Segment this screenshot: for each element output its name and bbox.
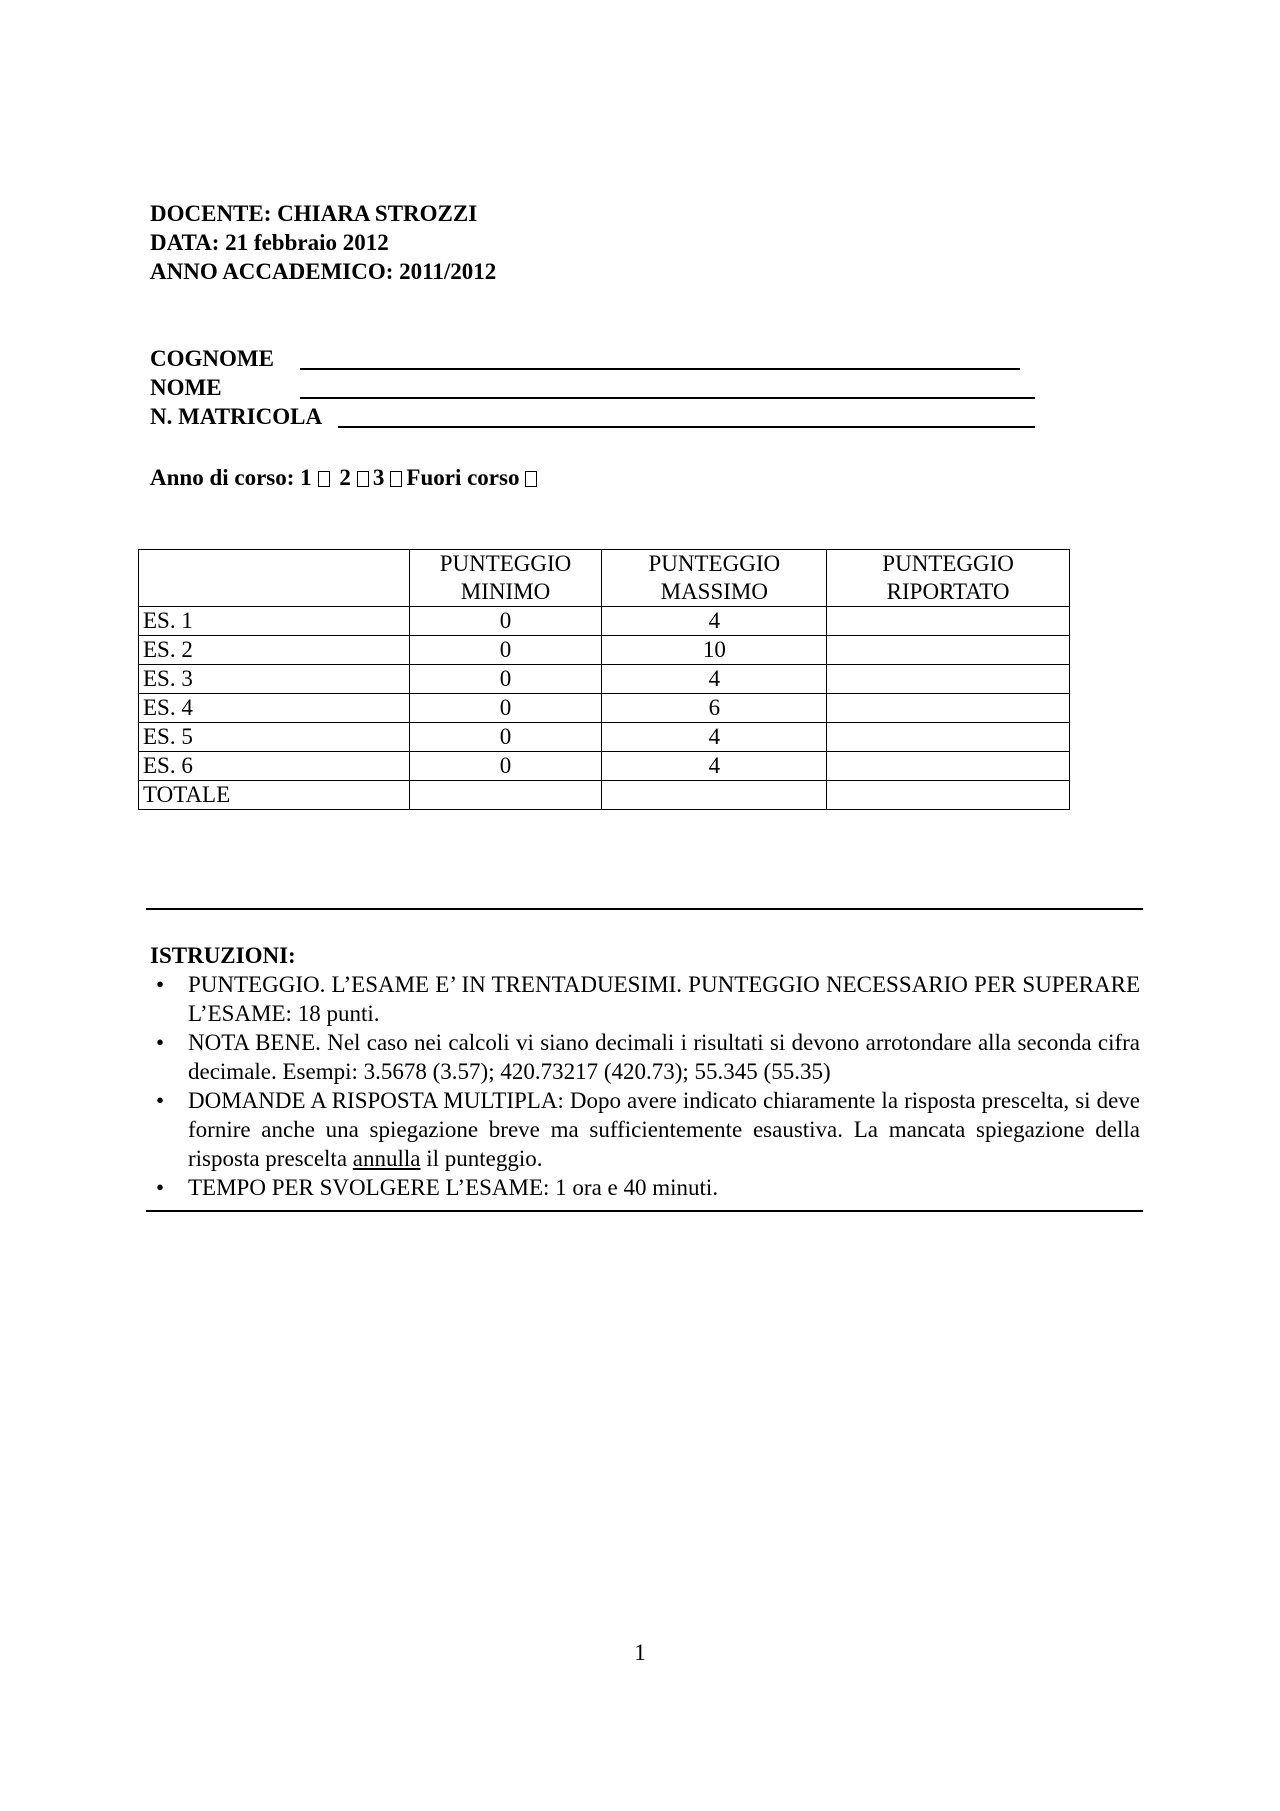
nome-label: NOME	[150, 375, 222, 400]
instruction-item: • DOMANDE A RISPOSTA MULTIPLA: Dopo avere indicato chiaramente la risposta prescelta, si deve fornire anche una spiegazione breve ma sufficientemente esaustiva. La mancata spiegazione della risposta prescelta annulla il punteggio.	[150, 1086, 1140, 1173]
bullet-icon: •	[155, 1088, 165, 1113]
bullet-icon: •	[155, 972, 165, 997]
divider-top	[146, 908, 1143, 910]
row-label: ES. 5	[139, 723, 410, 752]
nome-field[interactable]	[300, 397, 1035, 399]
min-score: 0	[409, 694, 602, 723]
row-label: ES. 3	[139, 665, 410, 694]
docente-line: DOCENTE: CHIARA STROZZI	[150, 201, 478, 226]
underlined-annulla: annulla	[352, 1146, 421, 1171]
row-label: ES. 1	[139, 607, 410, 636]
min-score	[409, 781, 602, 810]
anno-corso-option-1: 1	[300, 465, 312, 490]
reported-score[interactable]	[827, 752, 1070, 781]
divider-bottom	[146, 1210, 1143, 1212]
header-cell-blank	[139, 550, 410, 607]
header-punteggio-riportato: PUNTEGGIO RIPORTATO	[827, 550, 1070, 607]
anno-corso-option-3: 3	[372, 465, 385, 490]
table-header-row	[139, 550, 1070, 607]
row-label: ES. 6	[139, 752, 410, 781]
row-label: ES. 2	[139, 636, 410, 665]
anno-corso-option-fuori: Fuori corso	[406, 465, 520, 490]
instructions-title: ISTRUZIONI:	[150, 943, 296, 968]
max-score	[602, 781, 827, 810]
table-row	[139, 607, 1070, 636]
max-score: 10	[602, 636, 827, 665]
data-line: DATA: 21 febbraio 2012	[150, 230, 389, 255]
reported-score[interactable]	[827, 636, 1070, 665]
table-row	[139, 752, 1070, 781]
reported-score[interactable]	[827, 781, 1070, 810]
max-score: 4	[602, 665, 827, 694]
instruction-item: • NOTA BENE. Nel caso nei calcoli vi siano decimali i risultati si devono arrotondare alla seconda cifra decimale. Esempi: 3.5678 (3.57); 420.73217 (420.73); 55.345 (55.35)	[150, 1028, 1140, 1086]
checkbox-fuori-corso[interactable]	[525, 471, 537, 487]
checkbox-1[interactable]	[318, 471, 330, 487]
max-score: 6	[602, 694, 827, 723]
checkbox-2[interactable]	[357, 471, 369, 487]
anno-accademico-line: ANNO ACCADEMICO: 2011/2012	[150, 259, 497, 284]
cognome-label: COGNOME	[150, 346, 274, 371]
min-score: 0	[409, 752, 602, 781]
page-number: 1	[634, 1640, 646, 1665]
instructions	[150, 941, 1140, 1202]
bullet-icon: •	[155, 1030, 165, 1055]
reported-score[interactable]	[827, 694, 1070, 723]
cognome-field[interactable]	[300, 368, 1020, 370]
max-score: 4	[602, 723, 827, 752]
anno-corso-option-2: 2	[339, 465, 351, 490]
max-score: 4	[602, 607, 827, 636]
table-row	[139, 694, 1070, 723]
min-score: 0	[409, 607, 602, 636]
table-row	[139, 723, 1070, 752]
instructions-list	[150, 970, 1140, 1202]
min-score: 0	[409, 723, 602, 752]
reported-score[interactable]	[827, 607, 1070, 636]
reported-score[interactable]	[827, 723, 1070, 752]
header-punteggio-massimo: PUNTEGGIO MASSIMO	[602, 550, 827, 607]
checkbox-3[interactable]	[390, 471, 402, 487]
row-label: ES. 4	[139, 694, 410, 723]
instruction-item: • PUNTEGGIO. L’ESAME E’ IN TRENTADUESIMI. PUNTEGGIO NECESSARIO PER SUPERARE L’ESAME: 18 punti.	[150, 970, 1140, 1028]
table-row	[139, 665, 1070, 694]
matricola-label: N. MATRICOLA	[150, 404, 323, 429]
reported-score[interactable]	[827, 665, 1070, 694]
matricola-field[interactable]	[338, 426, 1035, 428]
score-table	[138, 549, 1070, 810]
anno-corso-row	[150, 463, 541, 492]
table-row	[139, 636, 1070, 665]
row-label: TOTALE	[139, 781, 410, 810]
min-score: 0	[409, 665, 602, 694]
instruction-item: • TEMPO PER SVOLGERE L’ESAME: 1 ora e 40 minuti.	[150, 1173, 1140, 1202]
bullet-icon: •	[155, 1175, 165, 1200]
table-row-total	[139, 781, 1070, 810]
anno-corso-label: Anno di corso:	[150, 465, 295, 490]
min-score: 0	[409, 636, 602, 665]
header-punteggio-minimo: PUNTEGGIO MINIMO	[409, 550, 602, 607]
max-score: 4	[602, 752, 827, 781]
